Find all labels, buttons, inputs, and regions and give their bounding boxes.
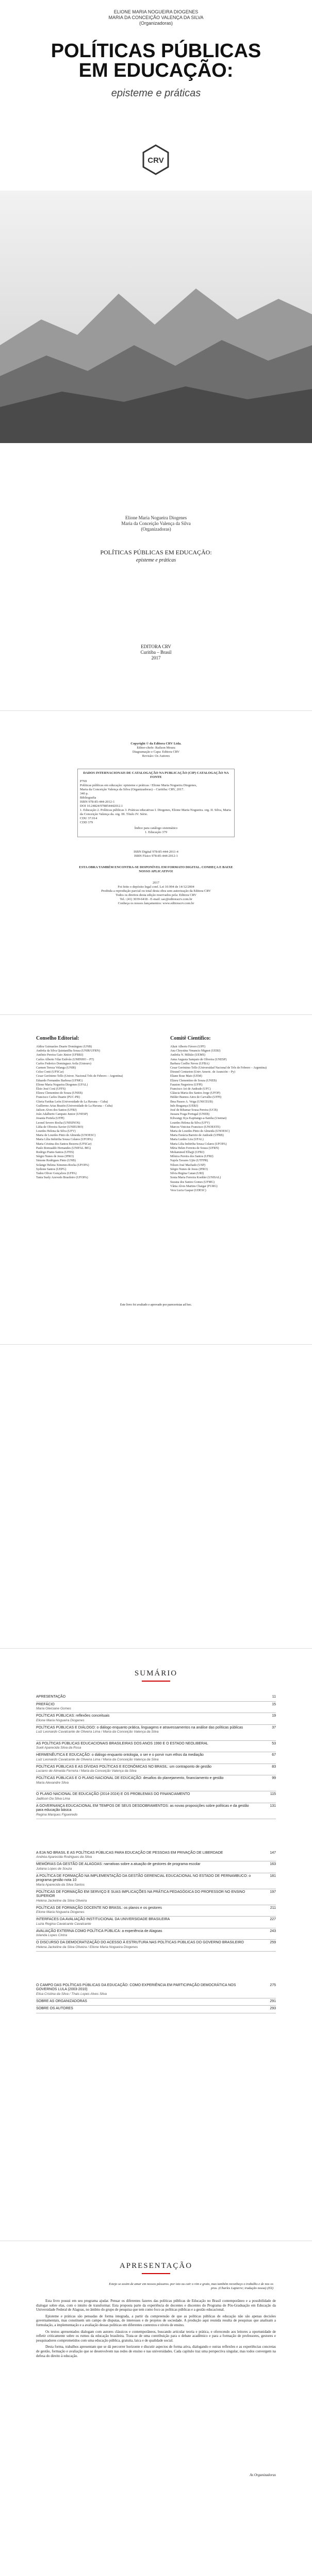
catalog-line: 1. Educação 2. Políticas públicas 3. Práticas educativas I. Diogenes, Elione Maria Nogueira. org. II. Silva, Maria da Conceição Valença da. org. III. Título IV. Série. [80, 808, 231, 816]
cover-subtitle: episteme e práticas [111, 88, 201, 99]
council-member: Tania Suely Azevedo Brasileiro (UFOPA) [36, 1176, 88, 1180]
epigraph: Estejo se assim de amar em nossos pássaros. por isto ou cair o vim e grato, mas também reconheço o trabalho e de nos os pros. (Charles Lapierre; tradução nossa) (Eli) [109, 2282, 273, 2290]
toc-entry[interactable] [36, 1906, 276, 1915]
toc-entry[interactable] [36, 1918, 276, 1926]
council-member: Nilson José Machado (USP) [170, 1163, 206, 1167]
footer-line: Foi feito o depósito legal conf. Lei 10.994 de 14/12/2004 [118, 885, 194, 889]
toc-entry[interactable] [36, 1874, 276, 1887]
council-member: Maria Lília Imbiriba Sousa Colares (UFOPA) [36, 1138, 93, 1142]
toc-entry-title: INTERFACES DA AVALIAÇÃO INSTITUCIONAL DA UNIVERSIDADE BRASILEIRA [36, 1918, 170, 1921]
toc-entry-author: Luciano de Almeida Ferreira / Maria da Conceição Valença da Silva [36, 1769, 137, 1773]
council-member: Gloria Fariñas León (Universidade de La Havana – Cuba) [36, 1100, 108, 1104]
toc-entry-page: 275 [270, 1983, 276, 1987]
toc-entry-title: AS POLÍTICAS PÚBLICAS EDUCACIONAIS BRASILEIRAS DOS ANOS 1990 E O ESTADO NEOLIBERAL [36, 1741, 208, 1745]
council-member: Ana Chrystina Venancio Mignot (UERJ) [170, 1049, 221, 1053]
council-member: Silvia Regina Canan (URI) [170, 1172, 204, 1176]
council-member: Aldira Guimarães Duarte Domínguez (UNB) [36, 1045, 92, 1048]
council-member: Andréia da Silva Quintanilha Sousa (UNIR/UFRN) [36, 1049, 100, 1053]
council-member: Leonel Severo Rocha (UNISINOS) [36, 1121, 80, 1125]
toc-entry-author: Sueli Aparecida Silva da Rosa [36, 1746, 81, 1750]
toc-entry[interactable] [36, 1703, 276, 1711]
summary-heading: SUMÁRIO [134, 1669, 178, 1677]
toc-separator [36, 2005, 276, 2006]
toc-entry-page: 67 [272, 1753, 276, 1757]
copyright-page [0, 711, 312, 1015]
council-member: José de Ribamar Sousa Pereira (UCB) [170, 1109, 218, 1112]
toc-entry-author: Jadilson Da Silva Lima [36, 1797, 70, 1801]
cover-title-line-1: POLÍTICAS PÚBLICAS [51, 40, 261, 62]
council-member: Eduardo Fernandes Barbosa (UFMG) [36, 1079, 83, 1082]
toc-separator [36, 1916, 276, 1917]
council-member: Maria de Lourdes Pinto de Almeida (UNOESC) [36, 1134, 96, 1138]
council-member: Carmen Tereza Velanga (UNIR) [36, 1066, 76, 1070]
presentation-paragraph: Desta forma, trabalhos apresentam que se dá percorrer horizonte e discutir aspectos de forma ativa, dialogando e outras reflexões e as experiências concretas de gestão, formação e avaliação que se desenvolvem nas redes de ensino e nas universidades. Cada capítulo traz uma perspectiva singular, mas todos convergem na defesa do direito à educação. [36, 2345, 276, 2358]
council-member: Elione Maria Nogueira Diogenes (UFAL) [36, 1083, 88, 1087]
toc-entry-title: O PLANO NACIONAL DE EDUCAÇÃO (2014-2024) E OS PROBLEMAS DO FINANCIAMENTO [36, 1792, 190, 1796]
toc-entry-title: POLÍTICAS PÚBLICAS E AS DÍVIDAS POLÍTICAS E ECONÔMICAS NO BRASIL: um contraponto de gestão [36, 1765, 212, 1769]
toc-entry-page: 291 [270, 1999, 276, 2003]
toc-entry-page: 227 [270, 1918, 276, 1921]
summary-page [0, 1649, 312, 2241]
presentation-paragraph: Esta livro possui em seu programa ajudar. Pensar os diferentes fazeres das políticas públicas de Educação no Brasil contemporâneo e a possibilidade de dialogar sobre elas, com o intuito de transformar. Esta proposta parte da experiência de docentes e discentes do Programa de Pós-Graduação em Educação da Universidade Federal de Alagoas, no âmbito do grupo de pesquisa que tem como foco as políticas públicas e a gestão educacional. [36, 2299, 276, 2312]
toc-entry-title: MEMÓRIAS DA GESTÃO DE ALAGOAS: narrativas sobre a atuação de gestores de programa escolar [36, 1862, 201, 1866]
catalog-line: CDU 37.014 [80, 817, 97, 820]
presentation-body [36, 2299, 276, 2360]
presentation-paragraph: Os textos apresentados dialogam com autores clássicos e contemporâneos, buscando articular teoria e prática, e oferecendo aos leitores a oportunidade de refletir criticamente sobre os rumos da educação brasileira. Trata-se de uma contribuição para o debate acadêmico e para a formação de professores, gestores e pesquisadores comprometidos com uma educação pública, gratuita, laica e de qualidade social. [36, 2329, 276, 2343]
council-member: Elizeu Clementino de Souza (UNEB) [36, 1092, 83, 1095]
catalog-title: DADOS INTERNACIONAIS DE CATALOGAÇÃO NA PUBLICAÇÃO (CIP) CATALOGAÇÃO NA FONTE [83, 771, 229, 779]
toc-entry-author: Regina Marques Figueiredo [36, 1812, 78, 1817]
toc-entry-title: APRESENTAÇÃO [36, 1695, 66, 1699]
toc-entry-author: Elione Maria Nogueira Diogenes [36, 1910, 85, 1914]
index-entry: 1. Educação 379 [144, 831, 168, 834]
toc-entry[interactable] [36, 1890, 276, 1903]
council-member: Mônica Pereira dos Santos (UFRJ) [170, 1155, 214, 1159]
council-member: Maria Eurácia Barreto de Andrade (UFRB) [170, 1134, 224, 1138]
copyright-line: Copyright © da Editora CRV Ltda. [130, 742, 182, 745]
catalog-line: Políticas públicas em educação: episteme e práticas / Elione Maria Nogueira Diogenes, [80, 784, 197, 787]
council-member: Josania Portela (UFPI) [36, 1117, 64, 1121]
council-member: Cesar Gerónimo Tello (Univer. Nacional Três de Febrero – Argentina) [36, 1075, 123, 1078]
council-member: Tadeu Oliver Gonçalves (UFPA) [36, 1172, 77, 1176]
blank-page [0, 1345, 312, 1649]
council-member: Vânia Alves Martins Chaigar (FURG) [170, 1184, 218, 1188]
council-member: João Adalberto Campato Junior (UNESP) [36, 1113, 88, 1116]
council-member: Lídia de Oliveira Xavier (UNIEURO) [36, 1125, 84, 1129]
toc-entry-author: Luiz Leonardo Cavalcante de Oliveira Lima / Maria da Conceição Valença da Silva [36, 1757, 159, 1761]
title-page [0, 443, 312, 711]
toc-entry-author: Luiz Leonardo Cavalcante de Oliveira Lima / Maria da Conceição Valença da Silva [36, 1730, 159, 1734]
toc-entry-author: Iolanda Lopes Cintra [36, 1934, 67, 1937]
toc-entry-author: Helena Jackeline da Silva Oliveira [36, 1899, 87, 1903]
toc-entry[interactable] [36, 1714, 276, 1723]
catalog-line: Bibliografia [80, 796, 96, 800]
toc-entry-title: SOBRE AS ORGANIZADORAS [36, 1999, 87, 2003]
catalog-line: CDD 379 [80, 821, 93, 824]
toc-entry-title: O DISCURSO DA DEMOCRATIZAÇÃO DO ACESSO À ESTRUTURA NAS POLÍTICAS PÚBLICAS DO GOVERNO BRASILEIRO [36, 1941, 244, 1944]
copyright-footer [77, 881, 235, 906]
peer-review-note: Este livro foi avaliado e aprovado por pareceristas ad hoc. [120, 1303, 192, 1307]
council-member: Sérgio Nunes de Jesus (IFRO) [170, 1167, 208, 1171]
council-member: Celso Conti (UFSCar) [36, 1071, 64, 1074]
toc-entry[interactable] [36, 1851, 276, 1860]
editorial-council-list [36, 1045, 155, 1180]
presentation-signature: As Organizadoras [250, 2473, 276, 2477]
toc-entry-page: 197 [270, 1890, 276, 1894]
council-member: Andréia N. Militão (UEMS) [170, 1054, 205, 1057]
catalog-line: DOI 10.24824/978854442012.1 [80, 804, 123, 808]
council-member: Suzana dos Santos Gomes (UFMG) [170, 1180, 215, 1184]
council-member: Helder Buenos Aires de Carvalho (UFPI) [170, 1096, 222, 1099]
footer-line: Conheça os nossos lançamentos: www.editoracrv.com.br [118, 902, 194, 905]
council-member: Lourdes Helena da Silva (UFV) [36, 1130, 76, 1133]
copyright-header [77, 742, 235, 758]
scientific-committee-heading: Comitê Científico: [170, 1036, 211, 1041]
council-member: Anna Augusta Sampaio de Oliveira (UNESP) [170, 1058, 227, 1061]
council-member: Barbara Coelho Neves (UFBA) [170, 1062, 209, 1065]
index-title: Índice para catálogo sistemático [134, 826, 178, 830]
council-member: Inês Bragança (UERJ) [170, 1104, 198, 1108]
publisher-logo [139, 143, 172, 176]
toc-entry-title: POLÍTICAS PÚBLICAS E DIÁLOGO: o diálogo enquanto prática, linguagens e atravessamentos na análise das políticas públicas [36, 1725, 243, 1730]
toc-entry-page: 53 [272, 1741, 276, 1745]
toc-entry-title: PREFÁCIO [36, 1702, 55, 1706]
isbn-physical: ISBN Físico 978-85-444-2012-1 [134, 854, 178, 858]
toc-entry-page: 259 [270, 1941, 276, 1944]
digital-notice: ESTA OBRA TAMBÉM ENCONTRA-SE DISPONÍVEL EM FORMATO DIGITAL. CONHEÇA E BAIXE NOSSO APLICATIVO! [79, 866, 233, 873]
toc-entry-title: POLÍTICAS DE FORMAÇÃO EM SERVIÇO E SUAS IMPLICAÇÕES NA PRÁTICA PEDAGÓGICA DO PROFESSOR NO ENSINO SUPERIOR [36, 1890, 245, 1898]
council-member: Antônio Pereira Gaio Júnior (UFRRJ) [36, 1054, 84, 1057]
title-page-publisher [0, 644, 312, 661]
publisher-city: Curitiba – Brasil [140, 650, 172, 655]
toc-entry[interactable] [36, 1792, 276, 1801]
toc-entry-page: 211 [270, 1906, 276, 1910]
title-page-author-1: Elione Maria Nogueira Diogenes [125, 515, 187, 520]
catalog-line: ISBN 978-85-444-2012-1 [80, 800, 115, 804]
title-page-subtitle: episteme e práticas [136, 557, 176, 563]
council-member: Maria Cristina dos Santos Bezerra (UFSCar) [36, 1142, 92, 1146]
footer-line: 2017 [153, 881, 159, 885]
publication-year: 2017 [151, 655, 161, 660]
council-member: Carlos Alberto Vilar Estêvão (UMINHO – PT) [36, 1058, 94, 1061]
isbn-block [77, 850, 235, 858]
footer-line: Proibida a reprodução parcial ou total desta obra sem autorização da Editora CRV [101, 889, 211, 893]
cover-artwork [0, 191, 312, 443]
toc-entry-author: Maria Alexandre Silva [36, 1781, 69, 1785]
council-member: Diosnel Centurion (Univ Americ. de Asunción – Py) [170, 1071, 235, 1074]
toc-separator [36, 1951, 276, 1952]
toc-entry-author: Luzia Regina Cavalcante Cavalcante [36, 1922, 91, 1926]
catalog-box [77, 769, 235, 837]
toc-entry[interactable] [36, 1742, 276, 1751]
council-member: Vera Lucia Gaspar (UDESC) [170, 1189, 206, 1192]
presentation-page [0, 2241, 312, 2576]
toc-separator [36, 1724, 276, 1725]
council-member: Solange Helena Ximenes-Rocha (UFOPA) [36, 1163, 89, 1167]
publisher-name: EDITORA CRV [141, 644, 171, 649]
toc-entry[interactable] [36, 1765, 276, 1774]
council-member: Carlos Federico Dominguez Avila (Unieuro) [36, 1062, 91, 1065]
toc-entry-page: 37 [272, 1725, 276, 1730]
council-member: Jussara Fraga Portugal (UNEB) [170, 1113, 210, 1116]
council-member: Jailson Alves dos Santos (UFRJ) [36, 1109, 77, 1112]
footer-line: Todos os direitos desta edição reservados pela: Editora CRV [116, 893, 196, 897]
council-member: Francisco Carlos Duarte (PUC-PR) [36, 1096, 80, 1099]
scientific-committee-list [170, 1045, 284, 1193]
editor-line: Editor-chefe: Railson Moura [137, 746, 175, 750]
toc-entry-title: A POLÍTICA DE FORMAÇÃO NA IMPLEMENTAÇÃO DA GESTÃO GERENCIAL EDUCACIONAL NO ESTADO DE PERNAMBUCO: o programa gestão nota 10 [36, 1874, 251, 1882]
council-member: Elizeu Clementino de Souza (UNEB) [170, 1079, 217, 1082]
review-line: Revisão: Os Autores [142, 754, 170, 758]
cover-author-2: MARIA DA CONCEIÇÃO VALENÇA DA SILVA [108, 15, 204, 20]
toc-entry[interactable] [36, 1753, 276, 1762]
council-member: Ilma Passos A. Veiga (UNICEUB) [170, 1100, 213, 1104]
toc-entry-title: A EJA NO BRASIL E AS POLÍTICAS PÚBLICAS PARA EDUCAÇÃO DE PESSOAS EM PRIVAÇÃO DE LIBERDADE [36, 1851, 223, 1855]
toc-entry[interactable] [36, 1776, 276, 1785]
cover-title [0, 41, 312, 80]
editorial-council-heading: Conselho Editorial: [36, 1036, 79, 1041]
editorial-council-page [0, 1015, 312, 1345]
council-member: Simone Rodrigues Pinto (UNB) [36, 1159, 76, 1163]
toc-entry[interactable] [36, 1862, 276, 1871]
toc-entry-page: 293 [270, 2007, 276, 2010]
toc-entry-page: 15 [272, 1702, 276, 1706]
presentation-heading: APRESENTAÇÃO [119, 2262, 193, 2270]
council-member: Rodrigo Pratte-Santos (UFES) [36, 1151, 74, 1155]
toc-entry-page: 83 [272, 1765, 276, 1769]
council-member: Mohammed Elhajji (UFRJ) [170, 1151, 204, 1155]
toc-entry[interactable] [36, 1941, 276, 1950]
toc-entry[interactable] [36, 1984, 276, 1996]
toc-entry[interactable] [36, 1804, 276, 1817]
catalog-entry [80, 779, 232, 825]
council-member: Lourdes Helena da Silva (UFV) [170, 1121, 210, 1125]
council-member: Sydione Santos (UEPG) [36, 1167, 67, 1171]
toc-entry-author: Elisa Cristina da Silva / Thais Lopes Alves Silva [36, 1992, 107, 1996]
council-member: Míria Helen Ferreira de Souza (UFRN) [170, 1146, 219, 1150]
toc-entry-author: Andréa Aparecida Rodrigues da Silva [36, 1855, 92, 1859]
toc-entry-page: 19 [272, 1714, 276, 1718]
toc-entry-author: Maria Gleiciane Gomes [36, 1707, 71, 1710]
council-member: Marcos Vinicius Francisco (UNOESTE) [170, 1125, 221, 1129]
book-cover [0, 0, 312, 443]
cover-authors [0, 9, 312, 26]
toc-entry-title: POLÍTICAS DE FORMAÇÃO DOCENTE NO BRASIL: os planos e os gestores [36, 1906, 162, 1910]
cover-title-line-2: EM EDUCAÇÃO: [78, 60, 234, 81]
isbn-digital: ISBN Digital 978-85-444-2011-4 [134, 850, 178, 854]
toc-entry-author: Juliana Lopes de Souza [36, 1867, 72, 1871]
toc-entry-title: POLÍTICAS PÚBLICAS E O PLANO NACIONAL DE EDUCAÇÃO: desafios do planejamento, financiamento e gestão [36, 1776, 224, 1780]
title-page-authors [0, 515, 312, 532]
publisher-logo-text: CRV [147, 156, 164, 165]
toc-separator [36, 1701, 276, 1702]
toc-entry[interactable] [36, 1695, 276, 1700]
toc-entry-title: A GOVERNANÇA EDUCACIONAL EM TEMPOS DE SEUS DESDOBRAMENTOS: as novas proposições sobre políticas e da gestão para educação básica [36, 1804, 249, 1812]
toc-entry-page: 115 [270, 1792, 276, 1796]
toc-entry-page: 181 [270, 1874, 276, 1878]
council-member: Maria Lilia Imbiriba Sousa Colares (UFOPA) [170, 1142, 227, 1146]
title-page-author-2: Maria da Conceição Valença da Silva [121, 521, 191, 526]
toc-entry-page: 11 [272, 1695, 276, 1699]
heading-rule [142, 2273, 170, 2274]
title-page-title: POLÍTICAS PÚBLICAS EM EDUCAÇÃO: [100, 549, 212, 556]
toc-entry-title: POLÍTICAS PÚBLICAS: reflexões conceituais [36, 1714, 110, 1718]
toc-entry[interactable] [36, 2007, 276, 2011]
toc-entry-title: AVALIAÇÃO EXTERNA COMO POLÍTICA PÚBLICA: a experiência de Alagoas [36, 1929, 162, 1933]
council-member: Fauston Negreiros (UFPI) [170, 1083, 203, 1087]
council-member: Maria Lurdes Lira (UFAL) [170, 1138, 204, 1142]
toc-entry-page: 163 [270, 1862, 276, 1866]
toc-entry-page: 243 [270, 1929, 276, 1933]
council-member: Eliane Rose Maio (UEM) [170, 1075, 202, 1078]
toc-separator [36, 1740, 276, 1741]
catalog-line: Maria da Conceição Valença da Silva (Organizadoras) – Curitiba: CRV, 2017. [80, 788, 185, 791]
toc-entry-title: SOBRE OS AUTORES [36, 2007, 73, 2010]
toc-entry[interactable] [36, 1999, 276, 2004]
catalog-line: 340 p. [80, 792, 89, 795]
cover-organizers-label: (Organizadoras) [139, 21, 173, 26]
council-member: Gláucia Maria dos Santos Jorge (UFOP) [170, 1092, 221, 1095]
toc-entry-author: Maria Aparecida da Silva Santos [36, 1883, 85, 1887]
council-member: Kilwangy Kya Kapitango-a-Samba (Unemat) [170, 1117, 227, 1121]
council-member: Guillermo Arias Beatón (Universidade de La Havana – Cuba) [36, 1104, 113, 1108]
council-member: Najela Tavares Ujiie (UTFPR) [170, 1159, 208, 1163]
toc-entry-author: Elione Maria Nogueira Diogenes [36, 1718, 85, 1722]
council-member: Maria de Lourdes Pinto de Almeida (UNOESC) [170, 1130, 230, 1133]
layout-line: Diagramação e Capa: Editora CRV [132, 750, 180, 754]
toc-entry[interactable] [36, 1929, 276, 1938]
heading-rule [142, 1681, 170, 1682]
toc-entry-page: 99 [272, 1776, 276, 1780]
council-member: Cesar Gerónimo Tello (Universidad Nacional de Três de Febrero – Argentina) [170, 1066, 267, 1070]
toc-entry-author: Helena Jackeline da Silva Oliveira / Elione Maria Nogueira Diogenes [36, 1945, 138, 1949]
title-page-organizers-label: (Organizadoras) [141, 527, 171, 532]
toc-entry[interactable] [36, 1726, 276, 1735]
council-member: Paulo Romualdo Hernandes (UNIFAL-MG) [36, 1146, 91, 1150]
council-member: Élsio José Corá (UFFS) [36, 1088, 66, 1091]
footer-line: Tel.: (41) 3039-6418 - E-mail: sac@editoracrv.com.br [120, 897, 192, 901]
council-member: Sérgio Nunes de Jesus (IFRO) [36, 1155, 74, 1159]
cover-author-1: ELIONE MARIA NOGUEIRA DIOGENES [113, 9, 199, 14]
toc-entry-title: O CAMPO DAS POLÍTICAS PÚBLICAS DA EDUCAÇÃO: COMO EXPERIÊNCIA EM PARTICIPAÇÃO DEMOCRÁTICA NOS GOVERNOS LULA (2003-2010) [36, 1983, 236, 1991]
toc-entry-page: 131 [270, 1804, 276, 1808]
council-member: Francisco Ari de Andrade (UFC) [170, 1088, 211, 1091]
toc-separator [36, 1939, 276, 1940]
toc-entry-title: HERMENÊUTICA E EDUCAÇÃO: o diálogo enquanto ontologia, o ser e o porvir num ethos da mediação [36, 1753, 204, 1757]
presentation-paragraph: Episteme e práticas são pensadas de forma integrada, a partir da compreensão de que as políticas públicas de educação não são apenas decisões governamentais, mas constituem um campo de disputas, de interesses e de projetos de sociedade. A produção aqui reunida resulta de pesquisas que analisam a formulação, a implementação e a avaliação dessas políticas em diferentes contextos e níveis de ensino. [36, 2314, 276, 2327]
council-member: Sonia Maria Ferreira Koehler (UNISAL) [170, 1176, 221, 1180]
catalog-line: P769 [80, 779, 87, 783]
toc-entry-page: 147 [270, 1851, 276, 1855]
council-member: Altair Alberto Fávero (UPF) [170, 1045, 206, 1048]
